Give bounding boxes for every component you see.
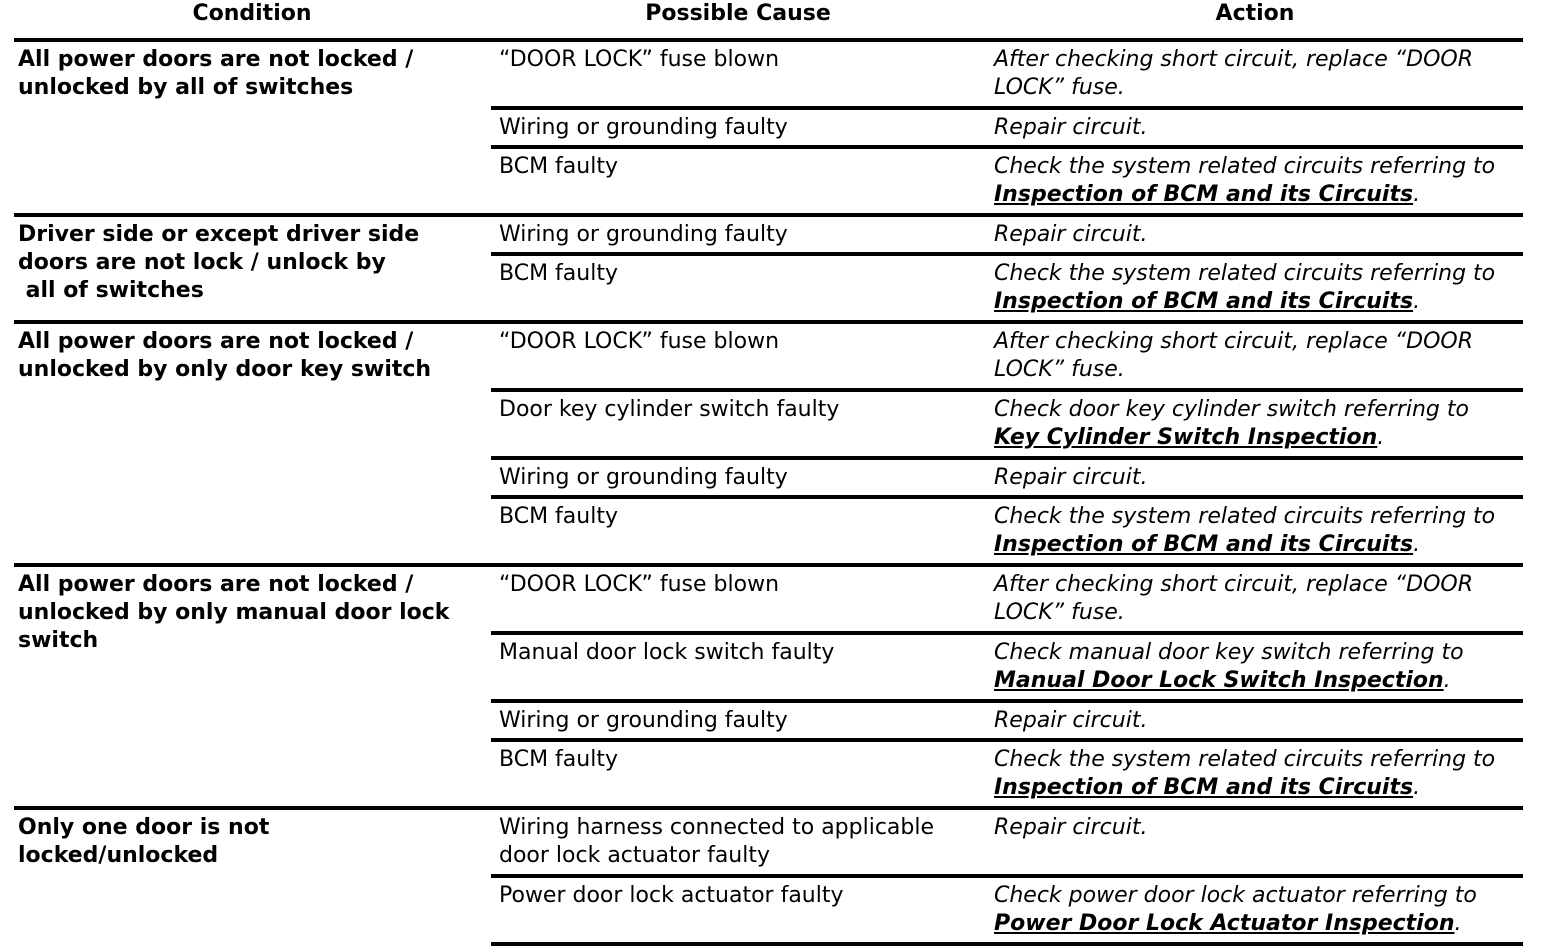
cause-text: Manual door lock switch faulty (499, 640, 835, 665)
action-cell (987, 497, 1523, 565)
action-text: After checking short circuit, replace “DOOR (994, 47, 1473, 72)
reference-link[interactable]: Inspection of BCM and its Circuits (994, 532, 1414, 557)
action-text: After checking short circuit, replace “DOOR (994, 572, 1473, 597)
action-text: Repair circuit. (994, 465, 1148, 490)
possible-cause-cell (492, 633, 987, 701)
reference-suffix: . (1413, 289, 1421, 314)
possible-cause-cell (492, 458, 987, 497)
action-cell (987, 108, 1523, 147)
troubleshooting-table (14, 38, 1523, 946)
condition-text: locked/unlocked (18, 843, 219, 868)
cause-text: “DOOR LOCK” fuse blown (499, 329, 780, 354)
action-cell (987, 701, 1523, 740)
cause-text: Wiring or grounding faulty (499, 115, 788, 140)
action-cell (987, 565, 1523, 633)
action-text: Repair circuit. (994, 815, 1148, 840)
condition-text: All power doors are not locked / (18, 572, 414, 597)
condition-text: unlocked by only manual door lock (18, 600, 450, 625)
action-text: LOCK” fuse. (994, 357, 1125, 382)
action-text: Repair circuit. (994, 708, 1148, 733)
action-text: Check the system related circuits referring to (994, 747, 1496, 772)
reference-suffix: . (1443, 668, 1451, 693)
table-row (14, 40, 1523, 108)
cause-text: BCM faulty (499, 261, 618, 286)
condition-text: doors are not lock / unlock by (18, 250, 386, 275)
cause-text: BCM faulty (499, 504, 618, 529)
reference-line (994, 181, 1519, 209)
action-text: After checking short circuit, replace “DOOR (994, 329, 1473, 354)
table-row (14, 565, 1523, 633)
cause-text: door lock actuator faulty (499, 843, 771, 868)
condition-cell (14, 215, 492, 322)
table-row (14, 808, 1523, 876)
possible-cause-cell (492, 808, 987, 876)
action-cell (987, 322, 1523, 390)
cause-text: Wiring or grounding faulty (499, 465, 788, 490)
reference-line (994, 531, 1519, 559)
possible-cause-cell (492, 565, 987, 633)
condition-cell (14, 40, 492, 215)
reference-line (994, 910, 1519, 938)
table-row (14, 322, 1523, 390)
possible-cause-cell (492, 740, 987, 808)
action-cell (987, 40, 1523, 108)
action-cell (987, 876, 1523, 944)
table-row (14, 215, 1523, 254)
action-cell (987, 147, 1523, 215)
possible-cause-cell (492, 876, 987, 944)
cause-text: Wiring or grounding faulty (499, 708, 788, 733)
reference-link[interactable]: Manual Door Lock Switch Inspection (994, 668, 1444, 693)
reference-suffix: . (1377, 425, 1385, 450)
action-text: Check power door lock actuator referring to (994, 883, 1477, 908)
condition-cell (14, 565, 492, 808)
condition-text: all of switches (18, 278, 204, 303)
reference-link[interactable]: Key Cylinder Switch Inspection (994, 425, 1378, 450)
header-condition: Condition (192, 1, 312, 26)
condition-text: Only one door is not (18, 815, 270, 840)
action-text: Check the system related circuits referring to (994, 504, 1496, 529)
reference-line (994, 667, 1519, 695)
action-cell (987, 458, 1523, 497)
reference-line (994, 288, 1519, 316)
condition-text: switch (18, 628, 99, 653)
possible-cause-cell (492, 701, 987, 740)
action-text: Check manual door key switch referring to (994, 640, 1464, 665)
action-text: LOCK” fuse. (994, 75, 1125, 100)
reference-link[interactable]: Inspection of BCM and its Circuits (994, 775, 1414, 800)
cause-text: Door key cylinder switch faulty (499, 397, 840, 422)
action-text: LOCK” fuse. (994, 600, 1125, 625)
reference-suffix: . (1413, 532, 1421, 557)
condition-text: unlocked by all of switches (18, 75, 354, 100)
possible-cause-cell (492, 215, 987, 254)
reference-suffix: . (1454, 911, 1462, 936)
action-cell (987, 390, 1523, 458)
header-action: Action (1215, 1, 1295, 26)
possible-cause-cell (492, 108, 987, 147)
reference-line (994, 424, 1519, 452)
cause-text: Wiring or grounding faulty (499, 222, 788, 247)
condition-text: Driver side or except driver side (18, 222, 420, 247)
cause-text: Wiring harness connected to applicable (499, 815, 935, 840)
condition-text: unlocked by only door key switch (18, 357, 432, 382)
possible-cause-cell (492, 254, 987, 322)
action-cell (987, 254, 1523, 322)
cause-text: “DOOR LOCK” fuse blown (499, 47, 780, 72)
condition-text: All power doors are not locked / (18, 329, 414, 354)
possible-cause-cell (492, 497, 987, 565)
reference-link[interactable]: Inspection of BCM and its Circuits (994, 182, 1414, 207)
action-cell (987, 215, 1523, 254)
reference-link[interactable]: Inspection of BCM and its Circuits (994, 289, 1414, 314)
condition-cell (14, 322, 492, 565)
cause-text: BCM faulty (499, 747, 618, 772)
reference-link[interactable]: Power Door Lock Actuator Inspection (994, 911, 1455, 936)
cause-text: Power door lock actuator faulty (499, 883, 844, 908)
reference-line (994, 774, 1519, 802)
possible-cause-cell (492, 147, 987, 215)
action-text: Check door key cylinder switch referring to (994, 397, 1469, 422)
reference-suffix: . (1413, 182, 1421, 207)
action-cell (987, 633, 1523, 701)
action-cell (987, 808, 1523, 876)
possible-cause-cell (492, 40, 987, 108)
action-cell (987, 740, 1523, 808)
action-text: Repair circuit. (994, 115, 1148, 140)
action-text: Check the system related circuits referring to (994, 154, 1496, 179)
action-text: Check the system related circuits referring to (994, 261, 1496, 286)
cause-text: BCM faulty (499, 154, 618, 179)
reference-suffix: . (1413, 775, 1421, 800)
possible-cause-cell (492, 390, 987, 458)
condition-text: All power doors are not locked / (18, 47, 414, 72)
cause-text: “DOOR LOCK” fuse blown (499, 572, 780, 597)
possible-cause-cell (492, 322, 987, 390)
action-text: Repair circuit. (994, 222, 1148, 247)
header-possible-cause: Possible Cause (645, 1, 831, 26)
condition-cell (14, 808, 492, 944)
